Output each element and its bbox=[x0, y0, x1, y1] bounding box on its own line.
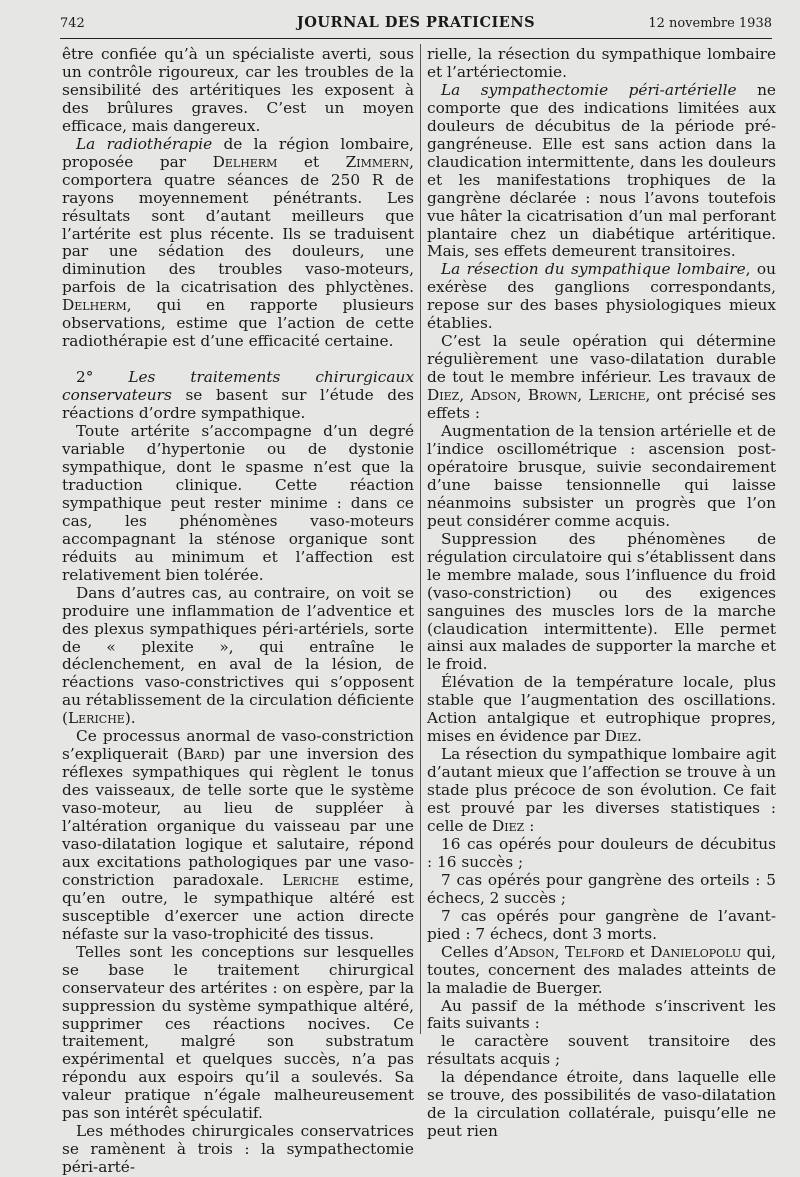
paragraph: La résection du sympathique lombaire agit d’autant mieux que l’affection se trouve à un stade plus précoce de son évolution. Ce fait est prouvé par les diverses statistiques : celle de Diez : bbox=[427, 745, 776, 835]
author-name: Zimmern bbox=[345, 152, 410, 171]
paragraph: Augmentation de la tension artérielle et de l’indice oscillométrique : ascension post-opératoire brusque, suivie secondairement d’une baisse tensionnelle qui laisse néanmoins subsister un progrès que l’on peut considérer comme acquis. bbox=[427, 422, 776, 530]
page-header bbox=[60, 12, 772, 39]
author-name: Delherm bbox=[212, 152, 278, 171]
paragraph: rielle, la résection du sympathique lombaire et l’artériectomie. bbox=[427, 45, 776, 81]
author-name: Diez bbox=[604, 727, 637, 746]
author-name: Brown bbox=[527, 386, 578, 405]
author-name: Adson bbox=[470, 386, 517, 405]
paragraph: La radiothérapie de la région lombaire, proposée par Delherm et Zimmern, comportera quatre séances de 250 R de rayons moyennement pénétrants. Les résultats sont d’autant meilleurs que l’artérite est plus récente. Ils se traduisent par une sédation des douleurs, une diminution des troubles vaso-moteurs, parfois de la cicatrisation des phlyctènes. Delherm, qui en rapporte plusieurs observations, estime que l’action de cette radiothérapie est d’une efficacité certaine. bbox=[62, 134, 414, 351]
journal-title: JOURNAL DES PRATICIENS bbox=[296, 14, 536, 31]
paragraph: Ce processus anormal de vaso-constriction s’expliquerait (Bard) par une inversion des réflexes sympathiques qui règlent le tonus des vaisseaux, de telle sorte que le système vaso-moteur, au lieu de suppléer à l’altération organique du vaisseau par une vaso-dilatation logique et salutaire, répond aux excitations pathologiques par une vaso-constriction paradoxale. Leriche estime, qu’en outre, le sympathique altéré est susceptible d’exercer une action directe néfaste sur la vaso-trophicité des tissus. bbox=[62, 727, 414, 943]
paragraph: Toute artérite s’accompagne d’un degré variable d’hypertonie ou de dystonie sympathique, dont le spasme n’est que la traduction clinique. Cette réaction sympathique peut rester minime : dans ce cas, les phénomènes vaso-moteurs accompagnant la sténose organique sont réduits au minimum et l’affection est relativement bien tolérée. bbox=[62, 422, 414, 584]
paragraph: Celles d’Adson, Telford et Danielopolu qui, toutes, concernent des malades atteints de la maladie de Buerger. bbox=[427, 942, 776, 997]
paragraph: Élévation de la température locale, plus stable que l’augmentation des oscillations. Action antalgique et eutrophique propres, mises en évidence par Diez. bbox=[427, 673, 776, 746]
issue-date: 12 novembre 1938 bbox=[648, 16, 772, 31]
author-name: Delherm bbox=[62, 296, 127, 315]
paragraph: La résection du sympathique lombaire, ou exérèse des ganglions correspondants, repose sur des bases physiologiques mieux établies. bbox=[427, 260, 776, 333]
section-heading-paragraph: 2° Les traitements chirurgicaux conservateurs se basent sur l’étude des réactions d’ordre sympathique. bbox=[62, 368, 414, 423]
author-name: Bard bbox=[182, 745, 220, 764]
author-name: Diez bbox=[427, 386, 460, 405]
author-name: Adson bbox=[508, 942, 555, 961]
statistic-line: 7 cas opérés pour gangrène des orteils : 5 échecs, 2 succès ; bbox=[427, 870, 776, 907]
paragraph: Telles sont les conceptions sur lesquelles se base le traitement chirurgical conservateur des artérites : on espère, par la suppression du système sympathique altéré, supprimer ces réactions nocives. Ce traitement, malgré son substratum expérimental et quelques succès, n’a pas répondu aux espoirs qu’il a soulevés. Sa valeur pratique n’égale malheureusement pas son intérêt spéculatif. bbox=[62, 942, 414, 1123]
author-name: Danielopolu bbox=[650, 942, 742, 961]
paragraph: Les méthodes chirurgicales conservatrices se ramènent à trois : la sympathectomie péri-arté- bbox=[62, 1122, 414, 1177]
paragraph: être confiée qu’à un spécialiste averti, sous un contrôle rigoureux, car les troubles de la sensibilité des artéritiques les exposent à des brûlures graves. C’est un moyen efficace, mais dangereux. bbox=[62, 45, 414, 135]
paragraph: Suppression des phénomènes de régulation circulatoire qui s’établissent dans le membre malade, sous l’influence du froid (vaso-constriction) ou des exigences sanguines des muscles lors de la marche (claudication intermittente). Elle permet ainsi aux malades de supporter la marche et le froid. bbox=[427, 529, 776, 674]
paragraph: La sympathectomie péri-artérielle ne comporte que des indications limitées aux douleurs de décubitus de la période pré-gangréneuse. Elle est sans action dans la claudication intermittente, dans les douleurs et les manifestations trophiques de la gangrène déclarée : nous l’avons toutefois vue hâter la cicatrisation d’un mal perforant plantaire chez un diabétique artéritique. Mais, ses effets demeurent transitoires. bbox=[427, 80, 776, 261]
author-name: Leriche bbox=[67, 709, 125, 728]
author-name: Leriche bbox=[282, 870, 340, 889]
author-name: Telford bbox=[564, 942, 625, 961]
paragraph: C’est la seule opération qui détermine régulièrement une vaso-dilatation durable de tout le membre inférieur. Les travaux de Diez, Adson, Brown, Leriche, ont précisé ses effets : bbox=[427, 332, 777, 423]
paragraph: Dans d’autres cas, au contraire, on voit se produire une inflammation de l’adventice et des plexus sympathiques péri-artériels, sorte de « plexite », qui entraîne le déclenchement, en aval de la lésion, de réactions vaso-constrictives qui s’opposent au rétablissement de la circulation déficiente (Leriche). bbox=[62, 583, 414, 728]
list-item: la dépendance étroite, dans laquelle elle se trouve, des possibilités de vaso-dilatation de la circulation collatérale, puisqu’elle ne peut rien bbox=[427, 1068, 776, 1141]
author-name: Leriche bbox=[588, 386, 646, 405]
left-column bbox=[62, 46, 414, 1177]
page-number: 742 bbox=[60, 16, 85, 31]
right-column bbox=[427, 46, 776, 1141]
paragraph: Au passif de la méthode s’inscrivent les faits suivants : bbox=[427, 996, 776, 1033]
statistic-line: 16 cas opérés pour douleurs de décubitus : 16 succès ; bbox=[427, 834, 776, 871]
author-name: Diez bbox=[492, 816, 525, 835]
column-divider bbox=[420, 44, 421, 1034]
list-item: le caractère souvent transitoire des résultats acquis ; bbox=[427, 1032, 776, 1069]
statistic-line: 7 cas opérés pour gangrène de l’avant-pied : 7 échecs, dont 3 morts. bbox=[427, 906, 776, 943]
